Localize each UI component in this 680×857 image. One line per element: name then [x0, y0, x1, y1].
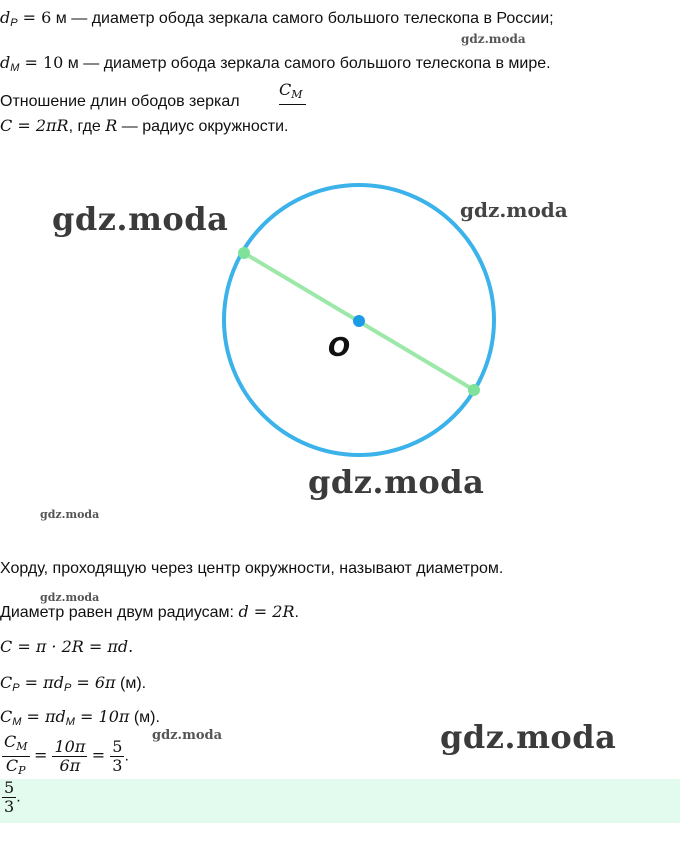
watermark: gdz.moda: [440, 718, 617, 756]
line-cp: $C_P = \pi d_P = 6\pi$ (м).: [0, 673, 147, 694]
final-ratio: $\frac{C_М}{C_P}$ = $\frac{10\pi}{6\pi}$ = $\frac{5}{3}$ .: [2, 733, 129, 779]
line-c-equation: C = π · 2R = πd.: [0, 637, 134, 656]
diameter-endpoint: [468, 384, 480, 396]
answer-box: [0, 779, 680, 823]
answer-value: $\frac{5}{3}$ .: [4, 779, 21, 816]
chord-definition: Хорду, проходящую через центр окружности, называют диаметром.: [0, 560, 504, 577]
watermark: gdz.moda: [40, 591, 100, 604]
line-cm: $C_М = \pi d_М = 10\pi$ (м).: [0, 707, 160, 728]
watermark: gdz.moda: [40, 508, 100, 521]
fraction: $\frac{5}{3}$: [4, 779, 15, 816]
watermark: gdz.moda: [461, 32, 526, 46]
fraction: $\frac{C_М}{C_P}$: [4, 733, 28, 777]
watermark: gdz.moda: [52, 200, 229, 238]
ratio-text: Отношение длин ободов зеркал: [0, 93, 240, 110]
center-label: O: [328, 333, 351, 363]
ratio-fraction: $C_М$: [279, 80, 303, 101]
watermark: gdz.moda: [460, 198, 568, 222]
center-point: [353, 315, 365, 327]
fraction: $\frac{5}{3}$: [112, 737, 123, 775]
line-dm: $d_М = 10$ м — диаметр обода зеркала самого большого телескопа в мире.: [0, 53, 551, 74]
line-circumference-formula: C = 2πR, где R — радиус окружности.: [0, 116, 289, 135]
line-diameter: Диаметр равен двум радиусам: d = 2R.: [0, 602, 299, 621]
watermark: gdz.moda: [308, 463, 485, 501]
diameter-endpoint: [238, 247, 250, 259]
watermark: gdz.moda: [152, 728, 223, 743]
fraction: $\frac{10\pi}{6\pi}$: [54, 737, 86, 775]
line-dp: $d_P = 6$ м — диаметр обода зеркала самого большого телескопа в России;: [0, 8, 554, 29]
